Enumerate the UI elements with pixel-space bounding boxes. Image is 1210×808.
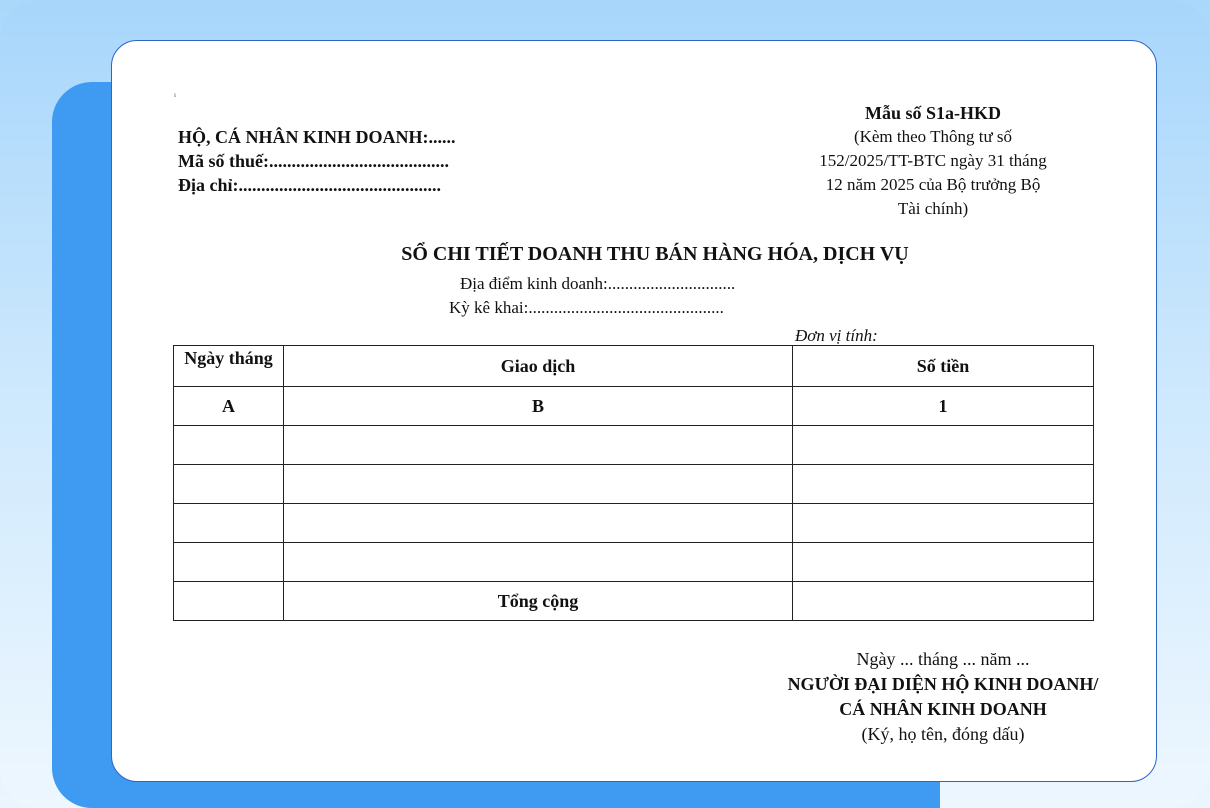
document-page	[111, 40, 1157, 782]
table-code-row	[174, 387, 1094, 426]
unit-label: Đơn vị tính:	[795, 326, 878, 345]
table-cell	[793, 543, 1094, 582]
column-code-a: A	[174, 387, 284, 426]
table-cell	[284, 465, 793, 504]
column-header-amount: Số tiền	[793, 346, 1094, 387]
table-row	[174, 465, 1094, 504]
address-line: Địa chỉ:.............................................	[178, 175, 441, 195]
column-code-1: 1	[793, 387, 1094, 426]
total-amount-cell	[793, 582, 1094, 621]
tax-code-line: Mã số thuế:........................................	[178, 151, 449, 171]
table-cell	[174, 543, 284, 582]
table-cell	[793, 504, 1094, 543]
total-label: Tổng cộng	[284, 582, 793, 621]
table-cell	[284, 504, 793, 543]
declaration-period-line: Kỳ kê khai:..............................................	[449, 298, 724, 317]
revenue-ledger-table	[173, 345, 1094, 621]
document-title: SỔ CHI TIẾT DOANH THU BÁN HÀNG HÓA, DỊCH VỤ	[401, 243, 909, 265]
table-cell	[284, 426, 793, 465]
business-name-line: HỘ, CÁ NHÂN KINH DOANH:......	[178, 127, 456, 147]
column-header-transaction: Giao dịch	[284, 346, 793, 387]
table-header-row	[174, 346, 1094, 387]
form-ref-line-1: (Kèm theo Thông tư số	[853, 127, 1013, 146]
signature-instruction: (Ký, họ tên, đóng dấu)	[861, 724, 1025, 744]
signature-date-line: Ngày ... tháng ... năm ...	[856, 649, 1030, 669]
column-code-b: B	[284, 387, 793, 426]
table-row	[174, 543, 1094, 582]
table-cell	[174, 582, 284, 621]
signer-role-line-1: NGƯỜI ĐẠI DIỆN HỘ KINH DOANH/	[787, 674, 1099, 694]
page-mark: ı	[174, 91, 176, 99]
table-cell	[284, 543, 793, 582]
form-ref-line-2: 152/2025/TT-BTC ngày 31 tháng	[819, 151, 1047, 170]
form-reference	[773, 101, 1093, 221]
signature-block	[752, 647, 1134, 747]
table-row	[174, 426, 1094, 465]
table-row	[174, 504, 1094, 543]
table-cell	[793, 426, 1094, 465]
table-total-row	[174, 582, 1094, 621]
form-ref-line-3: 12 năm 2025 của Bộ trưởng Bộ	[825, 175, 1041, 194]
table-cell	[174, 504, 284, 543]
form-ref-line-4: Tài chính)	[897, 199, 969, 218]
column-header-date: Ngày tháng	[174, 346, 284, 387]
business-location-line: Địa điểm kinh doanh:..............................	[460, 274, 736, 293]
table-cell	[793, 465, 1094, 504]
table-cell	[174, 426, 284, 465]
business-info	[178, 125, 456, 197]
table-cell	[174, 465, 284, 504]
form-number: Mẫu số S1a-HKD	[864, 103, 1001, 123]
signer-role-line-2: CÁ NHÂN KINH DOANH	[839, 699, 1047, 719]
